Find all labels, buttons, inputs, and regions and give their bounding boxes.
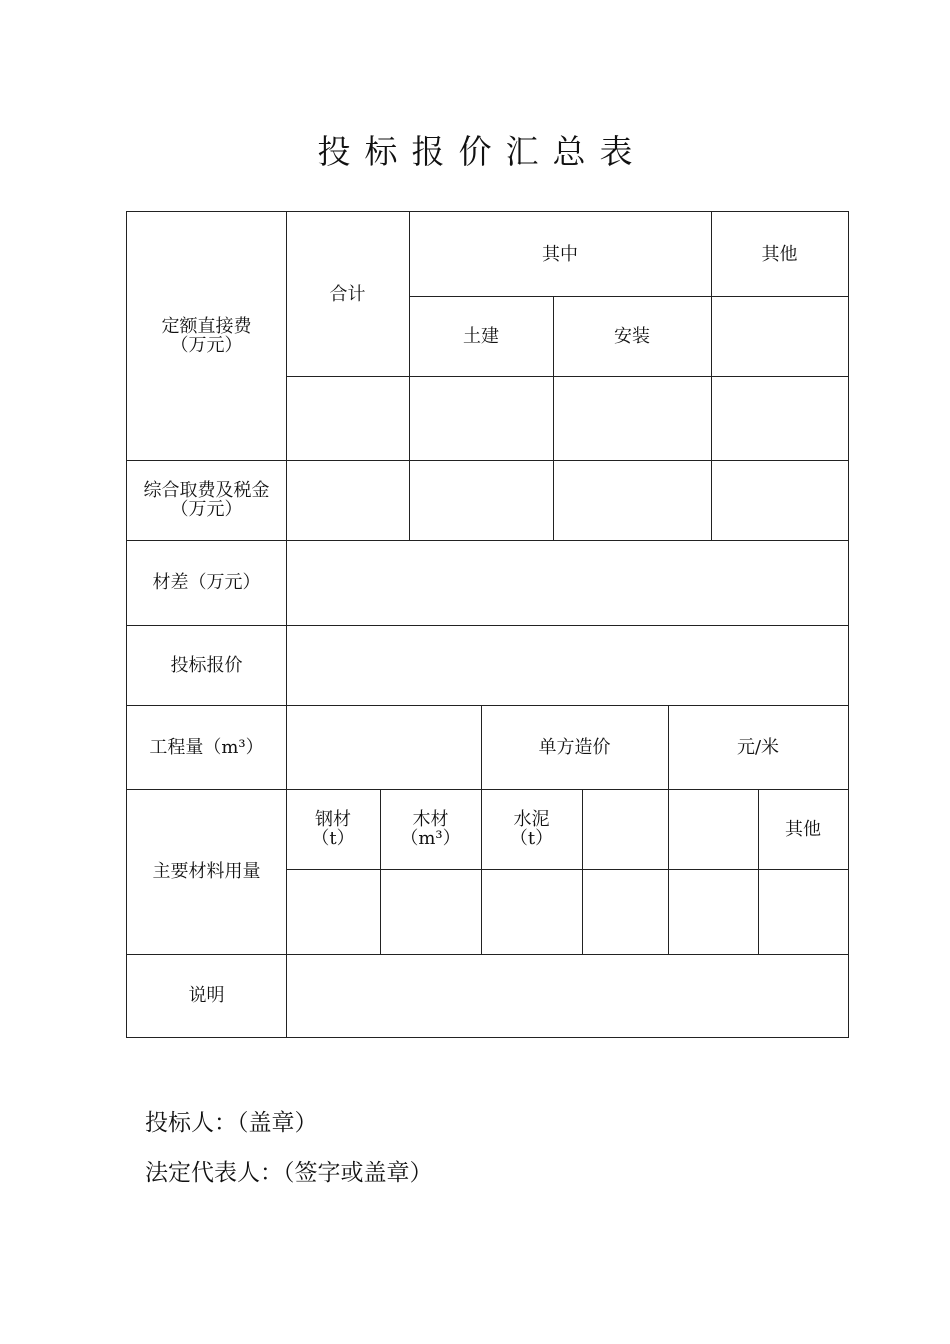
- remarks-label: 说明: [188, 985, 225, 1006]
- grid-line: [668, 789, 669, 954]
- others-header: 其他: [761, 243, 798, 265]
- grid-line: [582, 789, 583, 954]
- comprehensive-fee-label: 综合取费及税金 （万元）: [143, 480, 270, 520]
- direct-fee-label: 定额直接费 （万元）: [161, 316, 252, 356]
- steel-header: 钢材 （t）: [311, 809, 355, 849]
- bid-summary-table: [126, 211, 849, 1038]
- install-header: 安装: [614, 325, 650, 347]
- unit-cost-unit: 元/米: [736, 736, 780, 758]
- bid-price-label: 投标报价: [170, 654, 243, 676]
- bidder-line: 投标人：（盖章）: [145, 1110, 318, 1136]
- grid-line: [286, 376, 848, 377]
- total-header: 合计: [329, 283, 366, 305]
- material-other-header: 其他: [785, 818, 821, 840]
- wood-header: 木材 （m³）: [400, 809, 461, 849]
- main-materials-label: 主要材料用量: [152, 861, 261, 882]
- among-header: 其中: [542, 243, 578, 265]
- cement-header: 水泥 （t）: [509, 809, 554, 849]
- quantity-label: 工程量（m³）: [149, 736, 264, 758]
- material-diff-label: 材差（万元）: [152, 572, 261, 593]
- grid-line: [286, 869, 848, 870]
- unit-cost-label: 单方造价: [538, 736, 611, 758]
- page-title: 投标报价汇总表: [317, 132, 647, 171]
- legal-rep-line: 法定代表人：（签字或盖章）: [145, 1160, 433, 1186]
- civil-header: 土建: [463, 325, 499, 347]
